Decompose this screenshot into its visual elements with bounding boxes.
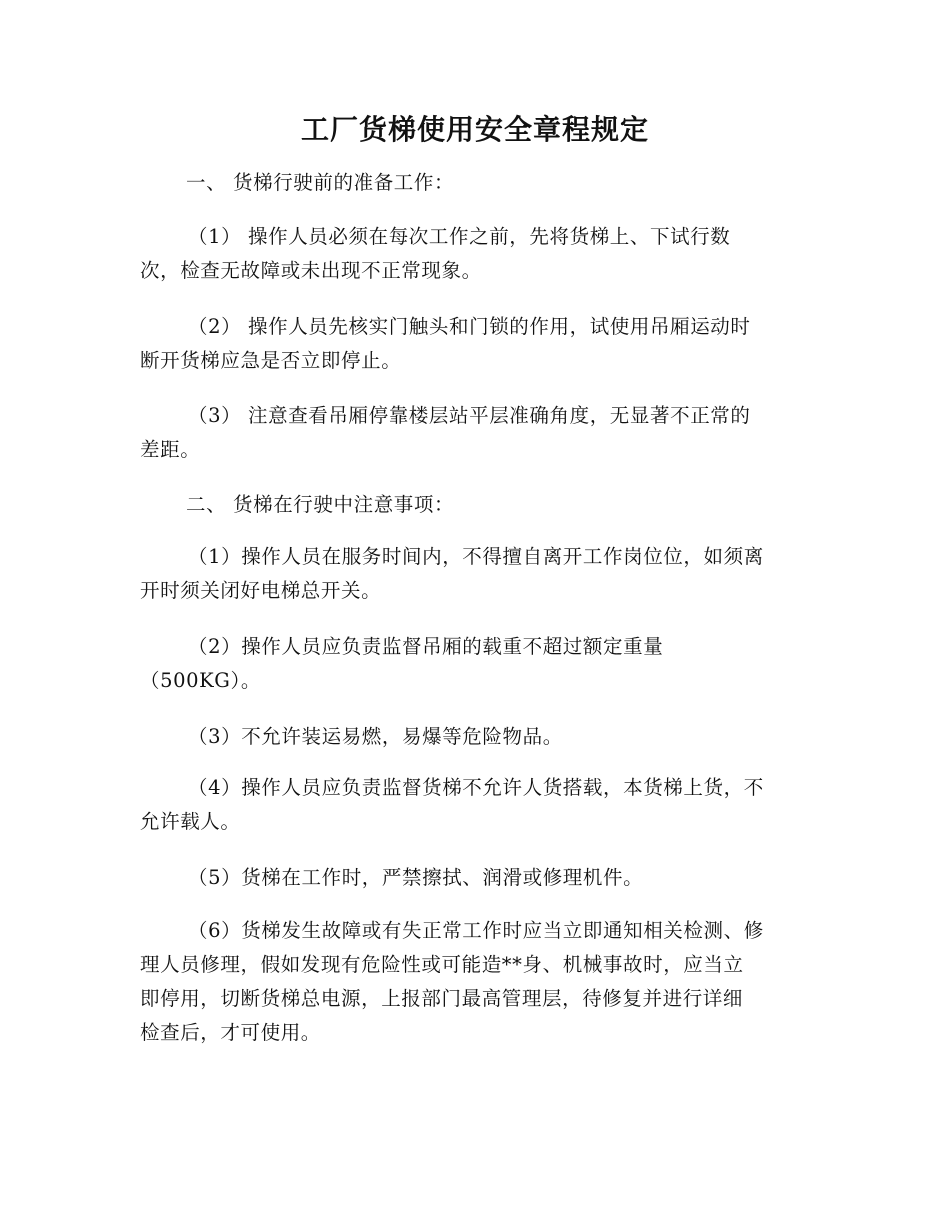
- paragraph-line: （1） 操作人员必须在每次工作之前，先将货梯上、下试行数: [188, 225, 731, 248]
- section-heading: [140, 166, 808, 200]
- paragraph: [140, 771, 808, 839]
- paragraph-line: （2） 操作人员先核实门触头和门锁的作用，试使用吊厢运动时: [188, 315, 751, 338]
- paragraph-line: 理人员修理，假如发现有危险性或可能造**身、机械事故时，应当立: [140, 953, 744, 976]
- paragraph-line: 断开货梯应急是否立即停止。: [140, 349, 402, 372]
- paragraph-line: 即停用，切断货梯总电源，上报部门最高管理层，待修复并进行详细: [140, 987, 744, 1010]
- paragraph-line: （500KG）。: [140, 669, 261, 692]
- paragraph-line: 检查后，才可使用。: [140, 1021, 321, 1044]
- paragraph-line: （3）不允许装运易燃，易爆等危险物品。: [188, 725, 563, 748]
- section-heading-text: 一、 货梯行驶前的准备工作：: [186, 171, 455, 194]
- paragraph: [140, 861, 808, 895]
- paragraph-line: 开时须关闭好电梯总开关。: [140, 579, 382, 602]
- section-heading: [140, 488, 808, 522]
- paragraph: [140, 310, 808, 378]
- paragraph-line: 允许载人。: [140, 810, 241, 833]
- paragraph-line: 差距。: [140, 438, 201, 461]
- section-heading-text: 二、 货梯在行驶中注意事项：: [186, 493, 455, 516]
- paragraph: [140, 399, 808, 467]
- paragraph: [140, 914, 808, 1050]
- paragraph-line: （1）操作人员在服务时间内，不得擅自离开工作岗位位，如须离: [188, 545, 764, 568]
- paragraph-line: （6）货梯发生故障或有失正常工作时应当立即通知相关检测、修: [188, 919, 764, 942]
- paragraph-line: （3） 注意查看吊厢停靠楼层站平层准确角度，无显著不正常的: [188, 404, 751, 427]
- paragraph: [140, 220, 808, 288]
- paragraph: [140, 720, 808, 754]
- paragraph: [140, 540, 808, 608]
- paragraph-line: 次，检查无故障或未出现不正常现象。: [140, 259, 482, 282]
- paragraph: [140, 630, 808, 698]
- paragraph-line: （4）操作人员应负责监督货梯不允许人货搭载，本货梯上货，不: [188, 776, 764, 799]
- paragraph-line: （5）货梯在工作时，严禁擦拭、润滑或修理机件。: [188, 866, 644, 889]
- paragraph-line: （2）操作人员应负责监督吊厢的载重不超过额定重量: [188, 635, 664, 658]
- document-title: 工厂货梯使用安全章程规定: [300, 113, 649, 146]
